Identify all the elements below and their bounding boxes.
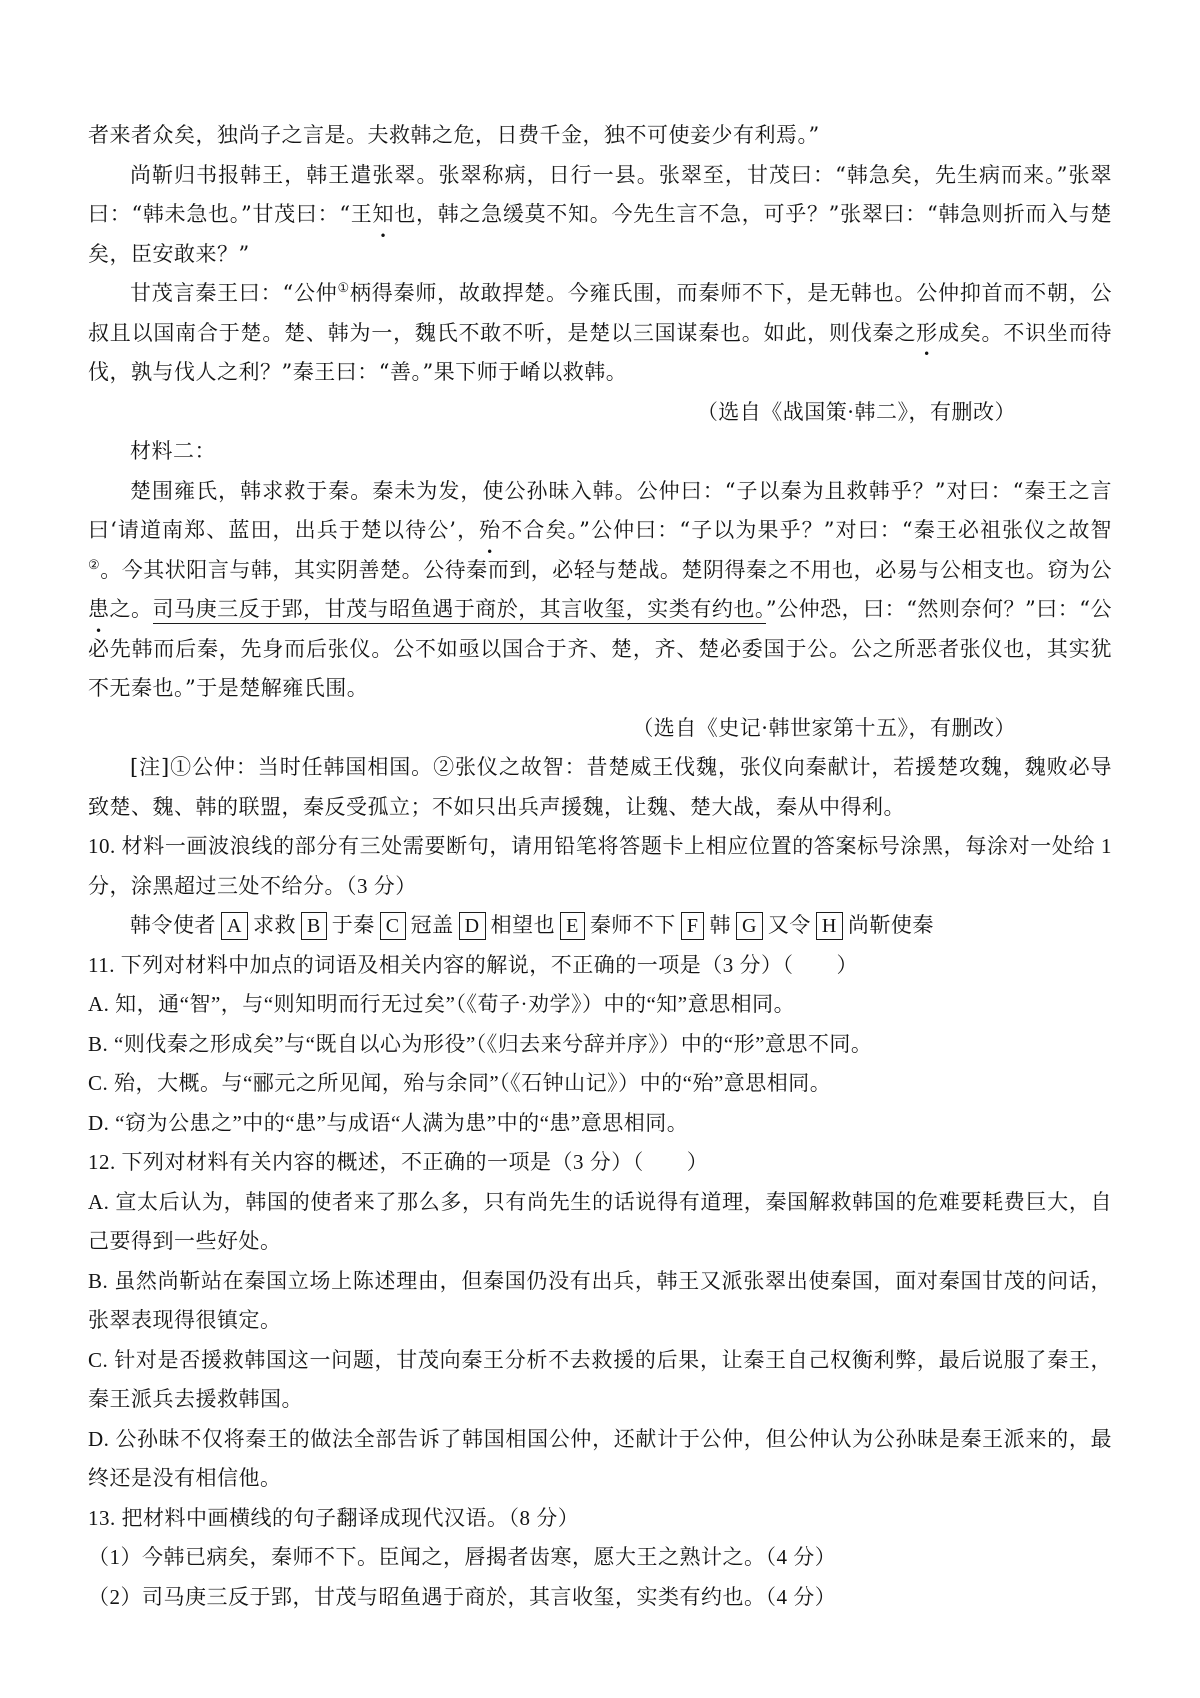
text-run: 材料二：: [130, 439, 216, 463]
footnote-ref: ①: [337, 281, 350, 296]
text-run: 韩令使者: [130, 913, 216, 937]
question-12-stem: [88, 1143, 1112, 1183]
text-run: 11. 下列对材料中加点的词语及相关内容的解说，不正确的一项是（3 分）（ ）: [88, 952, 858, 977]
footnote-ref: ②: [88, 557, 101, 573]
break-mark-B: B: [301, 912, 327, 940]
text-run: 柄得秦师，故敢捍楚。今雍氏围，而秦师不下，是无韩也。公仲抑首而不朝，公叔且以国南合于楚。楚、韩为一，魏氏不敢不听，是楚以三国谋秦也。如此，则伐秦之: [88, 281, 1112, 345]
question-11-stem: [88, 946, 1112, 986]
text-run: 成矣。不识坐而待伐，孰与伐人之利？”秦王曰：“善。”果下师于崤以救韩。: [88, 320, 1113, 384]
option-12-d: [88, 1420, 1112, 1499]
text-run: 。今其状阳言与韩，其实阴善楚。公待秦而到，必轻与楚战。楚阴得秦之不用也，必易与公相支也。窃为公: [100, 557, 1112, 582]
option-12-a: [88, 1183, 1112, 1262]
break-mark-A: A: [221, 912, 248, 940]
source-line: [88, 709, 1112, 749]
break-mark-C: C: [380, 912, 406, 940]
text-run: ”公仲恐，曰：“然则奈何？”曰：“公必先韩而后秦，先身而后张仪。公不如亟以国合于齐、楚，齐、楚必委国于公。公之所恶者张仪也，其实犹不无秦也。”于是楚解雍氏围。: [88, 597, 1113, 700]
text-run: 10. 材料一画波浪线的部分有三处需要断句，请用铅笔将答题卡上相应位置的答案标号涂黑，每涂对一处给 1 分，涂黑超过三处不给分。（3 分）: [88, 834, 1112, 898]
text-run: 韩: [709, 913, 731, 937]
question-13-part-2: [88, 1578, 1112, 1618]
text-run: D. 公孙昧不仅将秦王的做法全部告诉了韩国相国公仲，还献计于公仲，但公仲认为公孙昧是秦王派来的，最终还是没有相信他。: [88, 1426, 1112, 1490]
option-11-c: [88, 1064, 1112, 1104]
text-run: 13. 把材料中画横线的句子翻译成现代汉语。（8 分）: [88, 1505, 580, 1530]
text-run: 不合矣。”公仲曰：“子以为果乎？”对曰：“秦王必祖张仪之故智: [500, 518, 1112, 542]
passage-continuation-line: [88, 116, 1112, 156]
text-run: 相望也: [490, 913, 556, 937]
emphasis-dotted-char: 殆: [479, 518, 501, 542]
text-run: 楚围雍氏，韩求救于秦。秦未为发，使公孙昧入韩。公仲曰：“子以秦为且救韩乎？”对曰：“秦王之言曰‘请道南郑、蓝田，出兵于楚以待公’，: [88, 478, 1112, 542]
emphasis-dotted-char: 患: [88, 597, 110, 621]
text-run: 也，韩之急缓莫不知。今先生言不急，可乎？”张翠曰：“韩急则折而入与楚矣，臣安敢来？”: [88, 202, 1113, 266]
text-run: B. 虽然尚靳站在秦国立场上陈述理由，但秦国仍没有出兵，韩王又派张翠出使秦国，面对秦国甘茂的问话，张翠表现得很镇定。: [88, 1268, 1112, 1332]
underlined-sentence: 司马庚三反于郢，甘茂与昭鱼遇于商於，其言收玺，实类有约也。: [153, 597, 766, 624]
text-run: 秦师不下: [589, 913, 676, 937]
text-run: 之。: [109, 597, 153, 621]
emphasis-dotted-char: 知: [372, 202, 395, 226]
text-run: （1）今韩已病矣，秦师不下。臣闻之，唇揭者齿寒，愿大王之熟计之。（4 分）: [88, 1545, 837, 1569]
option-12-c: [88, 1341, 1112, 1420]
option-11-d: [88, 1104, 1112, 1144]
option-12-b: [88, 1262, 1112, 1341]
text-run: 尚靳归书报韩王，韩王遣张翠。张翠称病，日行一县。张翠至，甘茂曰：“韩急矣，先生病而来。”张翠曰：“韩未急也。”甘茂曰：“王: [88, 162, 1112, 226]
option-11-a: [88, 985, 1112, 1025]
text-run: 于秦: [331, 913, 375, 937]
text-run: B. “则伐秦之形成矣”与“既自以心为形役”（《归去来兮辞并序》）中的“形”意思不同。: [88, 1031, 873, 1056]
question-13-part-1: [88, 1538, 1112, 1578]
note-paragraph: [88, 748, 1112, 827]
text-run: （2）司马庚三反于郢，甘茂与昭鱼遇于商於，其言收玺，实类有约也。（4 分）: [88, 1584, 837, 1609]
break-mark-G: G: [736, 912, 763, 940]
text-run: 甘茂言秦王曰：“公仲: [130, 281, 338, 305]
emphasis-dotted-char: 形: [916, 320, 938, 345]
text-run: 冠盖: [410, 913, 454, 937]
question-13-stem: [88, 1499, 1112, 1539]
document-body: [88, 116, 1112, 1617]
passage-paragraph: [88, 472, 1112, 709]
sentence-break-line: [88, 906, 1112, 946]
text-run: A. 知，通“智”，与“则知明而行无过矣”（《荀子·劝学》）中的“知”意思相同。: [88, 992, 796, 1016]
question-10-stem: [88, 827, 1112, 906]
text-run: C. 针对是否援救韩国这一问题，甘茂向秦王分析不去救援的后果，让秦王自己权衡利弊，最后说服了秦王，秦王派兵去援救韩国。: [88, 1347, 1112, 1411]
passage-paragraph: [88, 274, 1112, 393]
text-run: [注]①公仲：当时任韩国相国。②张仪之故智：昔楚威王伐魏，张仪向秦献计，若援楚攻魏，魏败必导致楚、魏、韩的联盟，秦反受孤立；不如只出兵声援魏，让魏、楚大战，秦从中得利。: [88, 755, 1112, 819]
text-run: C. 殆，大概。与“郦元之所见闻，殆与余同”（《石钟山记》）中的“殆”意思相同。: [88, 1071, 832, 1095]
source-line: [88, 393, 1112, 433]
break-mark-F: F: [681, 912, 705, 940]
material-two-label: [88, 432, 1112, 472]
text-run: A. 宣太后认为，韩国的使者来了那么多，只有尚先生的话说得有道理，秦国解救韩国的危难要耗费巨大，自己要得到一些好处。: [88, 1189, 1112, 1253]
break-mark-H: H: [816, 912, 843, 940]
text-run: 尚靳使秦: [847, 913, 934, 937]
text-run: D. “窃为公患之”中的“患”与成语“人满为患”中的“患”意思相同。: [88, 1110, 689, 1135]
passage-paragraph: [88, 156, 1112, 275]
break-mark-E: E: [560, 912, 585, 940]
text-run: 又令: [767, 913, 811, 937]
text-run: 12. 下列对材料有关内容的概述，不正确的一项是（3 分）（ ）: [88, 1150, 709, 1174]
text-run: 求救: [252, 913, 296, 937]
option-11-b: [88, 1025, 1112, 1065]
text-run: 者来者众矣，独尚子之言是。夫救韩之危，日费千金，独不可使妾少有利焉。”: [88, 123, 820, 147]
text-run: （选自《战国策·韩二》，有删改）: [696, 399, 1016, 424]
break-mark-D: D: [459, 912, 486, 940]
text-run: （选自《史记·韩世家第十五》，有删改）: [632, 715, 1016, 740]
